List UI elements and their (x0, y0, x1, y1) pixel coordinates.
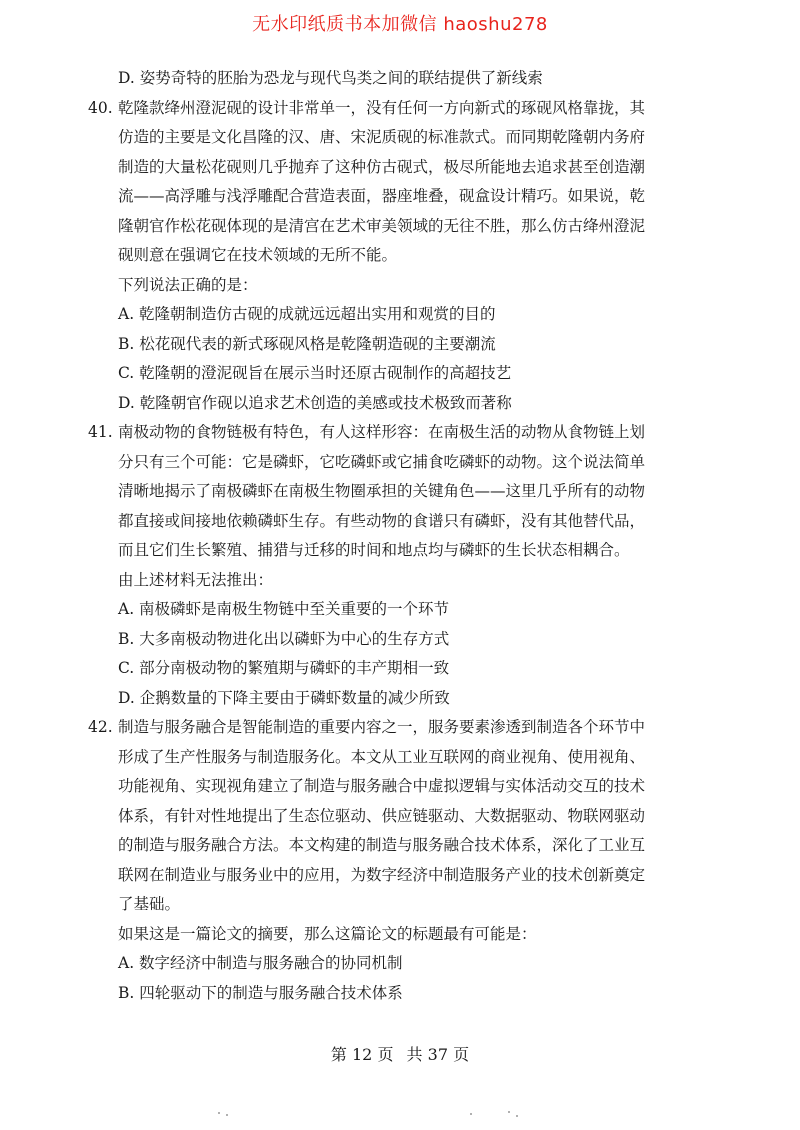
question-prompt: 下列说法正确的是： (118, 275, 258, 294)
passage-line: 乾隆款绛州澄泥砚的设计非常单一，没有任何一方向新式的琢砚风格靠拢，其 (118, 98, 646, 117)
question-number: 42. (88, 718, 113, 736)
scan-speck (218, 1112, 220, 1114)
passage-line: 分只有三个可能：它是磷虾，它吃磷虾或它捕食吃磷虾的动物。这个说法简单 (118, 452, 646, 471)
page-total: 共 37 页 (406, 1045, 470, 1064)
passage-line: 仿造的主要是文化昌隆的汉、唐、宋泥质砚的标准款式。而同期乾隆朝内务府 (118, 128, 646, 146)
option-a: A. 数字经济中制造与服务融合的协同机制 (118, 954, 403, 972)
question-42 (0, 713, 800, 1008)
passage-line: 流——高浮雕与浅浮雕配合营造表面，器座堆叠，砚盒设计精巧。如果说，乾 (118, 187, 646, 205)
question-41 (0, 418, 800, 713)
watermark-text: 无水印纸质书本加微信 haoshu278 (252, 14, 548, 35)
passage-line: 体系，有针对性地提出了生态位驱动、供应链驱动、大数据驱动、物联网驱动 (118, 806, 646, 825)
option-d: D. 企鹅数量的下降主要由于磷虾数量的减少所致 (118, 688, 450, 707)
page-footer (0, 1042, 800, 1065)
passage-line: 的制造与服务融合方法。本文构建的制造与服务融合技术体系，深化了工业互 (118, 836, 646, 854)
scan-speck (470, 1113, 472, 1115)
passage-line: 联网在制造业与服务业中的应用，为数字经济中制造服务产业的技术创新奠定 (118, 865, 646, 884)
passage-line: 功能视角、实现视角建立了制造与服务融合中虚拟逻辑与实体活动交互的技术 (118, 777, 646, 795)
scan-specks (0, 1108, 800, 1124)
option-a: A. 南极磷虾是南极生物链中至关重要的一个环节 (118, 600, 450, 618)
scan-speck (508, 1111, 510, 1113)
option-b: B. 松花砚代表的新式琢砚风格是乾隆朝造砚的主要潮流 (118, 334, 496, 353)
page-body (0, 64, 800, 1008)
passage-line: 制造的大量松花砚则几乎抛弃了这种仿古砚式，极尽所能地去追求甚至创造潮 (118, 157, 646, 176)
scan-speck (516, 1115, 518, 1117)
prev-option-d: D. 姿势奇特的胚胎为恐龙与现代鸟类之间的联结提供了新线索 (118, 69, 543, 87)
passage-line: 形成了生产性服务与制造服务化。本文从工业互联网的商业视角、使用视角、 (118, 747, 646, 766)
passage-line: 南极动物的食物链极有特色，有人这样形容：在南极生活的动物从食物链上划 (118, 423, 646, 441)
option-c: C. 乾隆朝的澄泥砚旨在展示当时还原古砚制作的高超技艺 (118, 364, 512, 382)
page-number: 第 12 页 (330, 1045, 394, 1064)
passage-line: 砚则意在强调它在技术领域的无所不能。 (118, 246, 398, 264)
question-prompt: 由上述材料无法推出： (118, 570, 274, 589)
passage-line: 而且它们生长繁殖、捕猎与迁移的时间和地点均与磷虾的生长状态相耦合。 (118, 541, 630, 559)
passage-line: 清晰地揭示了南极磷虾在南极生物圈承担的关键角色——这里几乎所有的动物 (118, 482, 646, 500)
passage-line: 都直接或间接地依赖磷虾生存。有些动物的食谱只有磷虾，没有其他替代品， (118, 511, 646, 530)
scan-speck (226, 1114, 228, 1116)
passage-line: 了基础。 (118, 895, 181, 913)
option-b: B. 四轮驱动下的制造与服务融合技术体系 (118, 983, 403, 1002)
option-c: C. 部分南极动物的繁殖期与磷虾的丰产期相一致 (118, 659, 450, 677)
option-a: A. 乾隆朝制造仿古砚的成就远远超出实用和观赏的目的 (118, 305, 496, 323)
question-number: 40. (88, 98, 113, 117)
option-d: D. 乾隆朝官作砚以追求艺术创造的美感或技术极致而著称 (118, 393, 512, 412)
passage-line: 隆朝官作松花砚体现的是清宫在艺术审美领域的无往不胜，那么仿古绛州澄泥 (118, 216, 646, 235)
question-prompt: 如果这是一篇论文的摘要，那么这篇论文的标题最有可能是： (118, 924, 537, 943)
passage-line: 制造与服务融合是智能制造的重要内容之一，服务要素渗透到制造各个环节中 (118, 718, 646, 736)
option-b: B. 大多南极动物进化出以磷虾为中心的生存方式 (118, 629, 450, 648)
question-40 (0, 94, 800, 419)
question-number: 41. (88, 423, 113, 441)
